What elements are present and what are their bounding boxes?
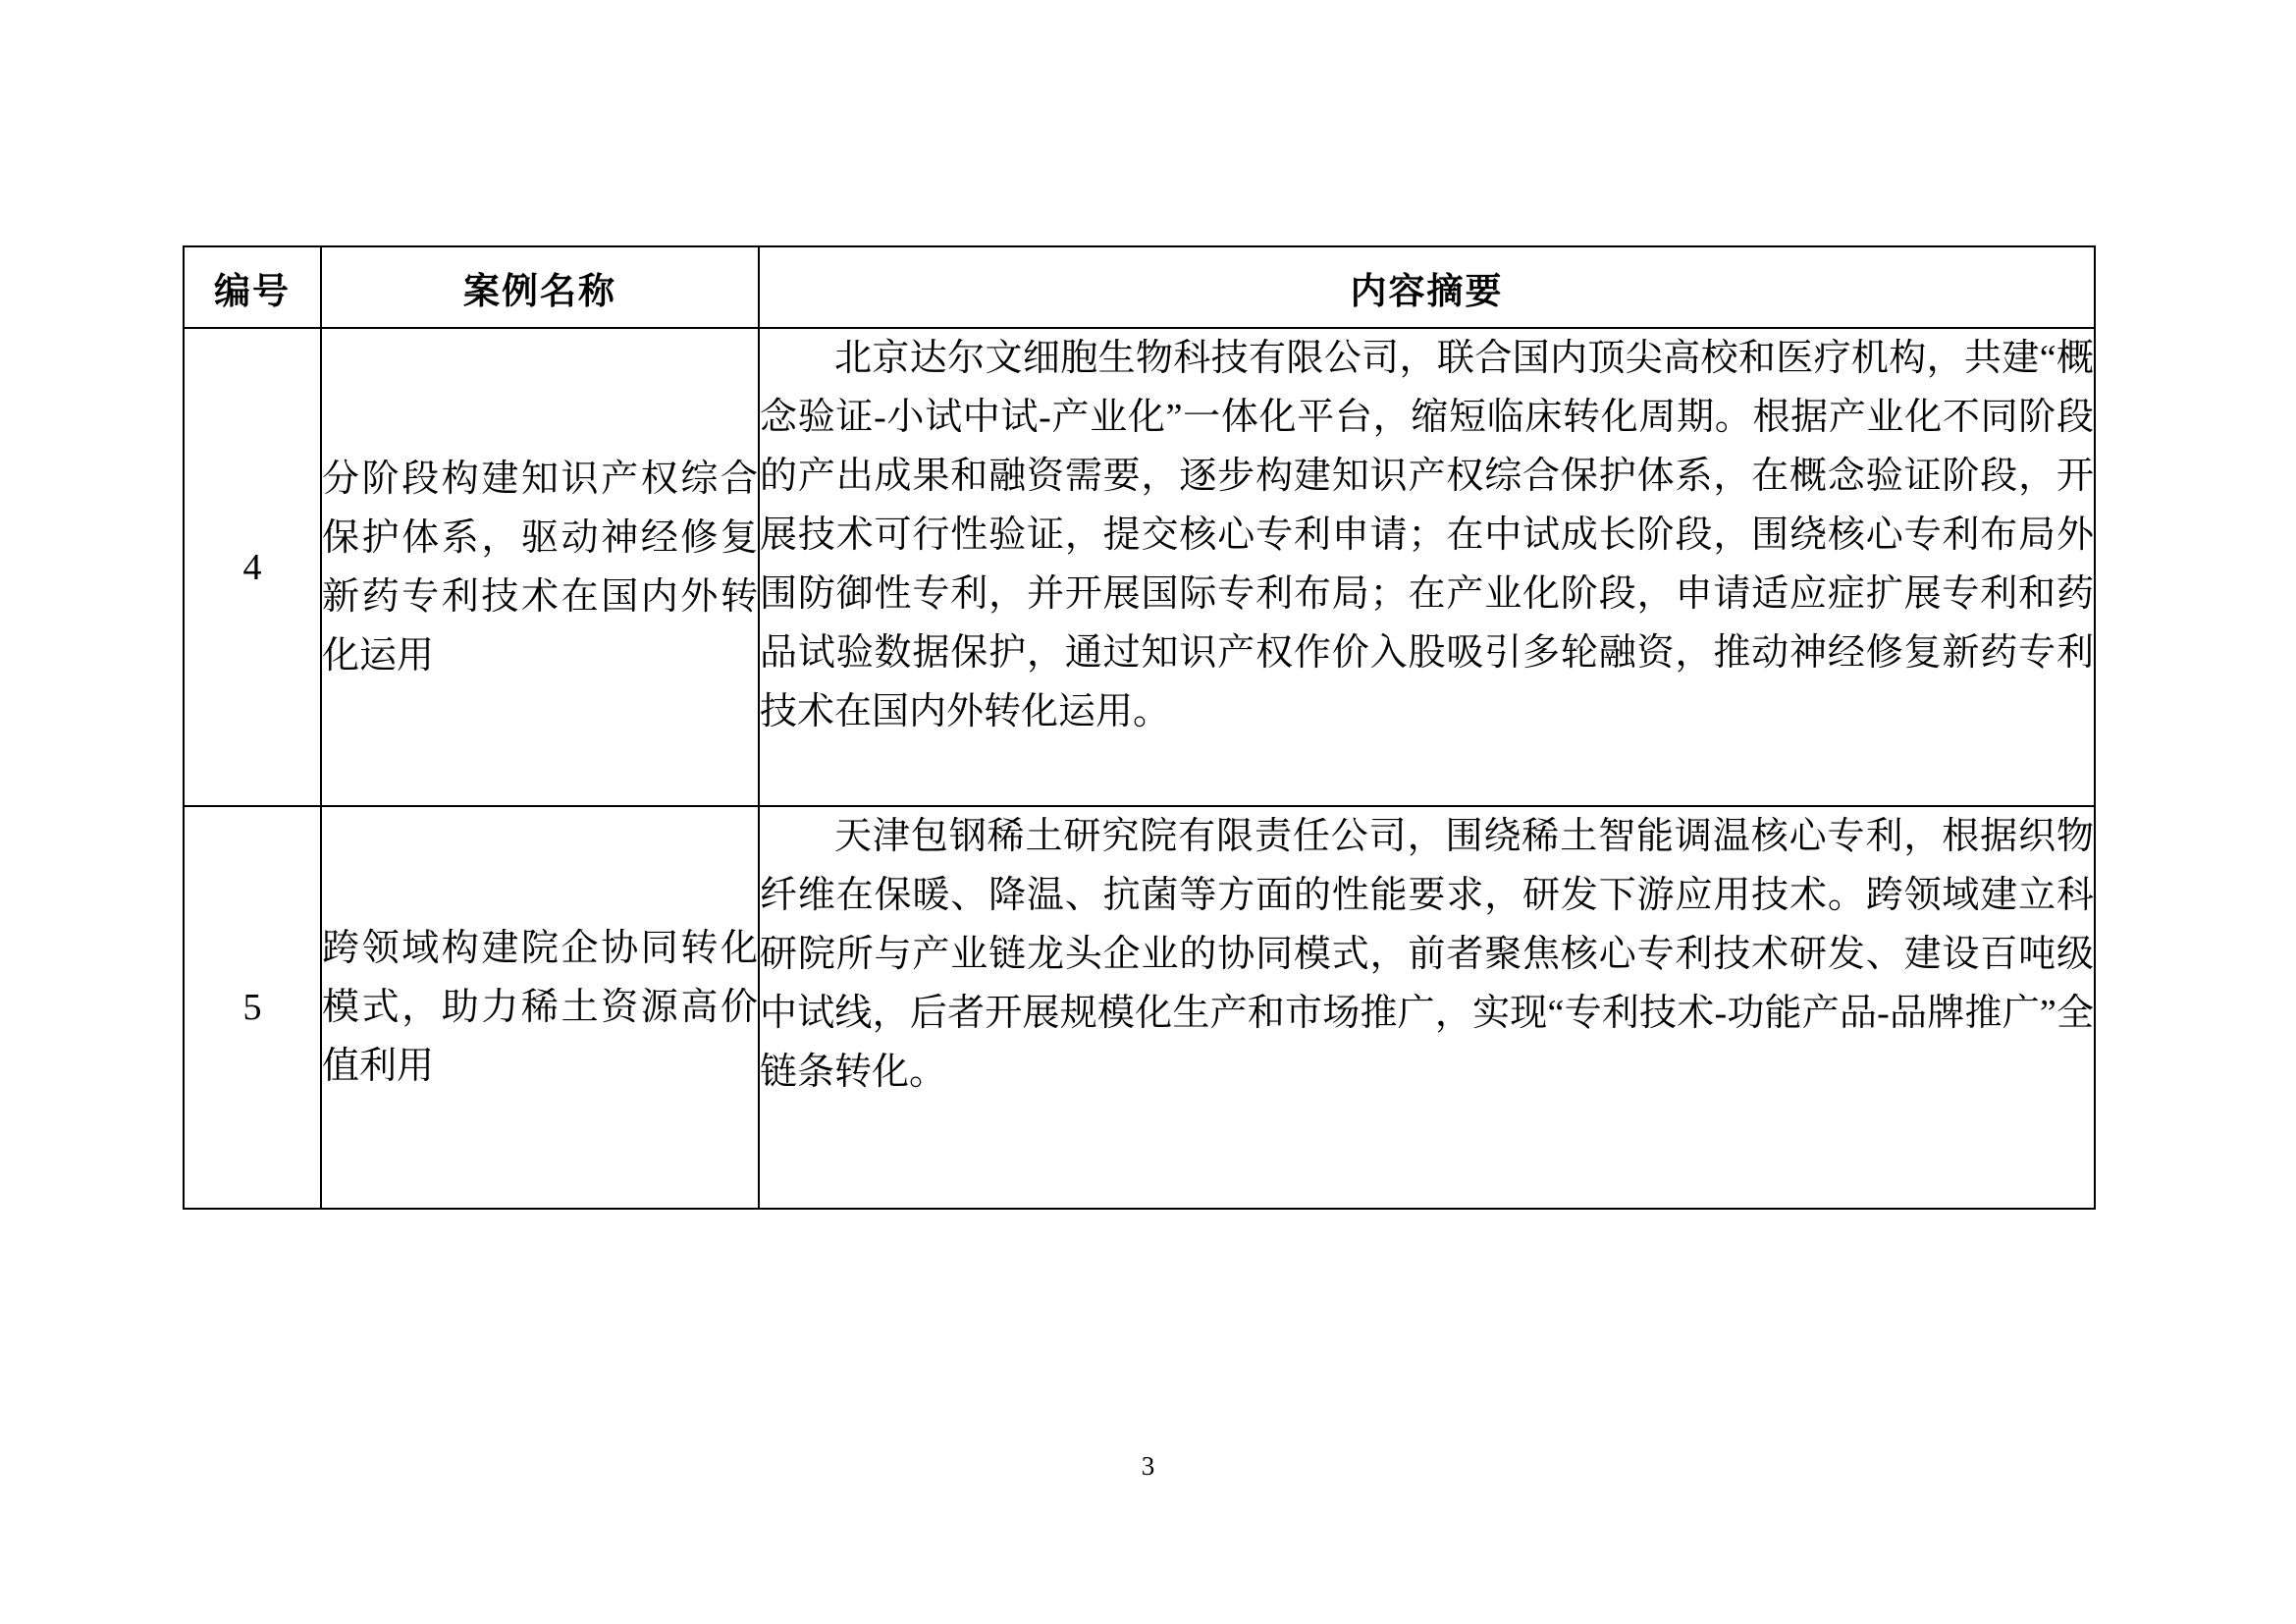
column-header-case-name: 案例名称 xyxy=(321,246,759,328)
case-summary-text: 天津包钢稀土研究院有限责任公司，围绕稀土智能调温核心专利，根据织物纤维在保暖、降温、抗菌等方面的性能要求，研发下游应用技术。跨领域建立科研院所与产业链龙头企业的协同模式，前者聚焦核心专利技术研发、建设百吨级中试线，后者开展规模化生产和市场推广，实现“专利技术-功能产品-品牌推广”全链条转化。 xyxy=(760,816,2094,1093)
case-summary-cell xyxy=(759,806,2095,1209)
column-header-number: 编号 xyxy=(184,246,321,328)
case-summary-text: 北京达尔文细胞生物科技有限公司，联合国内顶尖高校和医疗机构，共建“概念验证-小试中试-产业化”一体化平台，缩短临床转化周期。根据产业化不同阶段的产出成果和融资需要，逐步构建知识产权综合保护体系，在概念验证阶段，开展技术可行性验证，提交核心专利申请；在中试成长阶段，围绕核心专利布局外围防御性专利，并开展国际专利布局；在产业化阶段，申请适应症扩展专利和药品试验数据保护，通过知识产权作价入股吸引多轮融资，推动神经修复新药专利技术在国内外转化运用。 xyxy=(760,338,2094,732)
table-row xyxy=(184,806,2095,1209)
case-number: 4 xyxy=(184,328,321,806)
case-summary-table xyxy=(183,245,2096,1210)
case-name-text: 分阶段构建知识产权综合保护体系，驱动神经修复新药专利技术在国内外转化运用 xyxy=(322,458,758,677)
table-row xyxy=(184,328,2095,806)
table-header-row xyxy=(184,246,2095,328)
case-name-cell xyxy=(321,328,759,806)
case-number: 5 xyxy=(184,806,321,1209)
case-summary-cell xyxy=(759,328,2095,806)
case-name-text: 跨领域构建院企协同转化模式，助力稀土资源高价值利用 xyxy=(322,928,758,1087)
case-name-cell xyxy=(321,806,759,1209)
column-header-summary: 内容摘要 xyxy=(759,246,2095,328)
page-number: 3 xyxy=(1141,1451,1155,1481)
